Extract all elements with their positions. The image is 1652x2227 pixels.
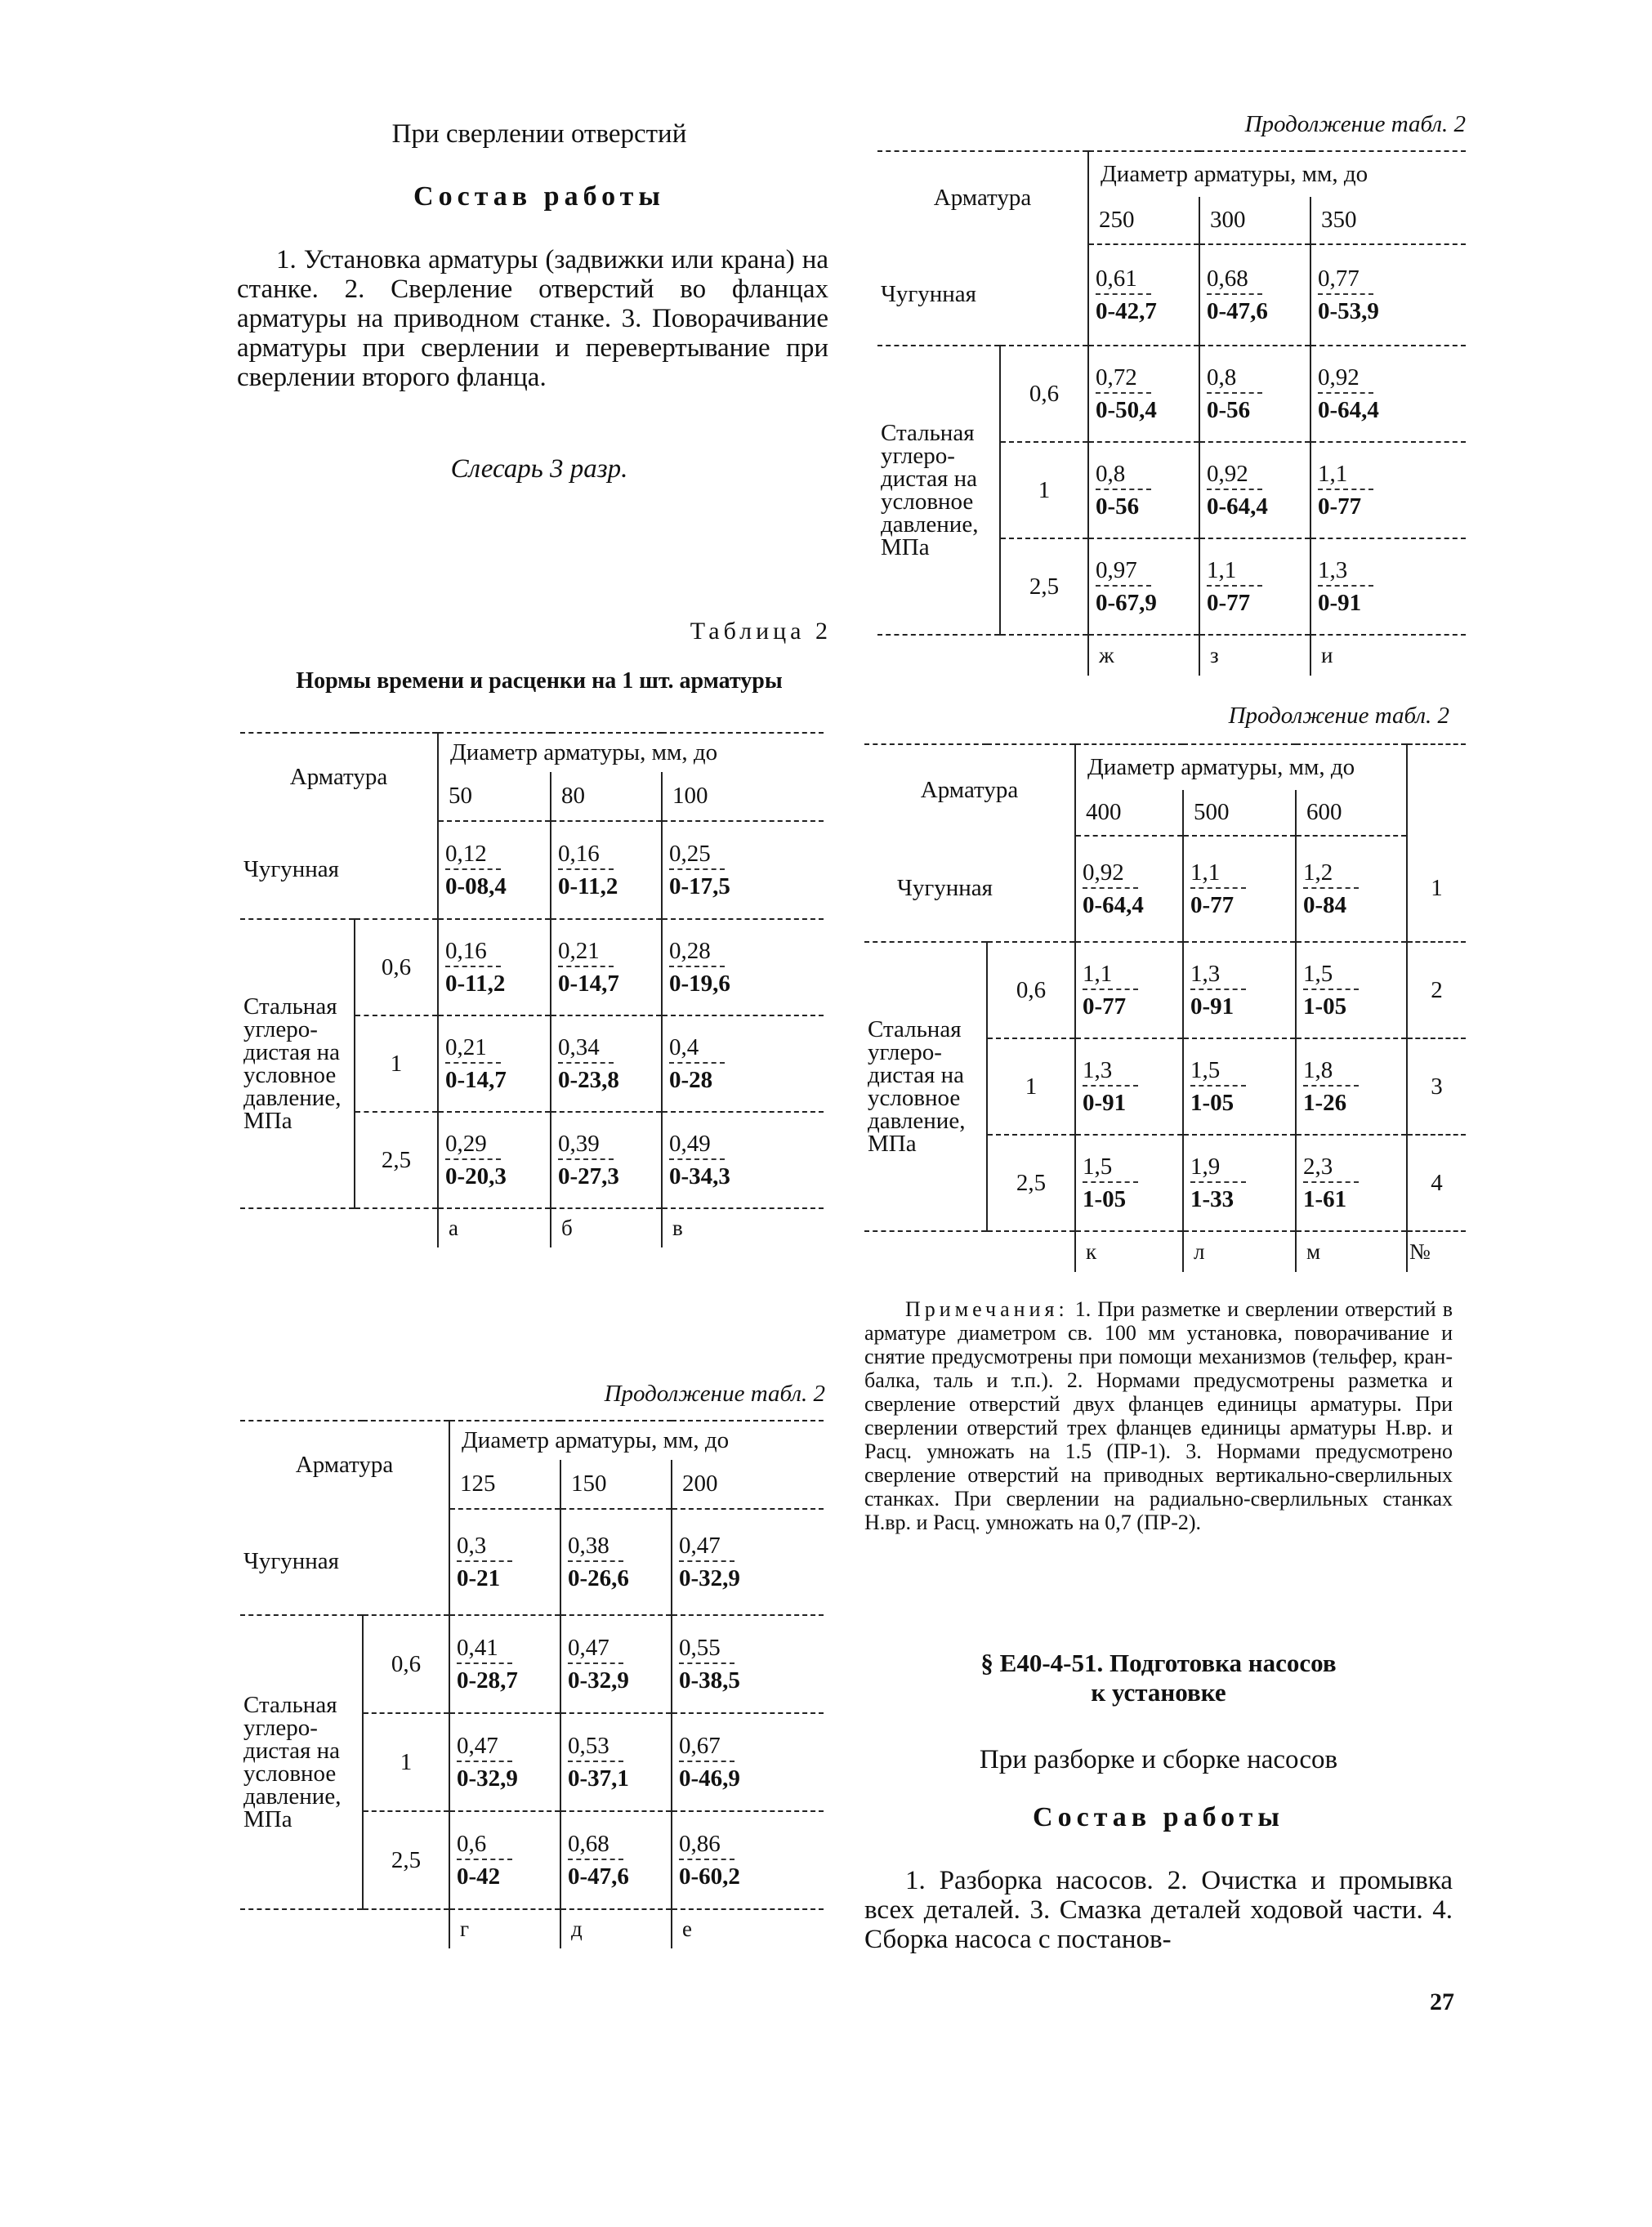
section-title — [864, 1649, 1453, 1707]
norm-fraction — [561, 1831, 629, 1890]
norm-fraction — [663, 841, 730, 899]
pressure-value: 2,5 — [363, 1811, 449, 1909]
diameter-value: 500 — [1183, 790, 1296, 836]
norm-fraction — [1076, 1057, 1138, 1116]
time-norm: 1,9 — [1190, 1153, 1221, 1180]
price-rate: 0-84 — [1303, 891, 1347, 918]
price-rate: 0-32,9 — [568, 1667, 629, 1694]
time-norm: 0,25 — [669, 840, 711, 867]
norm-fraction — [561, 1733, 629, 1792]
norm-fraction — [551, 841, 618, 899]
left-work-title: Состав работы — [413, 181, 665, 212]
time-norm: 0,21 — [558, 937, 600, 964]
price-rate: 1-05 — [1190, 1089, 1235, 1116]
time-norm: 0,97 — [1096, 556, 1137, 583]
column-letter: г — [449, 1909, 560, 1948]
right-work-text: 1. Разборка насосов. 2. Очистка и промывка всех деталей. 3. Смазка деталей ходовой части. 4. Сборка насоса с постанов- — [864, 1866, 1453, 1954]
diameter-value: 125 — [449, 1460, 560, 1509]
time-norm: 0,6 — [457, 1830, 487, 1857]
price-rate: 1-33 — [1190, 1185, 1235, 1212]
norm-fraction — [450, 1635, 518, 1694]
price-rate: 0-91 — [1083, 1089, 1127, 1116]
diameter-value: 250 — [1088, 197, 1199, 244]
column-letter: и — [1310, 635, 1466, 676]
diameter-value: 100 — [662, 772, 824, 821]
time-norm: 0,34 — [558, 1033, 600, 1060]
time-norm: 1,3 — [1083, 1056, 1113, 1083]
norm-fraction — [672, 1533, 740, 1591]
row-number: 1 — [1407, 836, 1466, 942]
column-letter: е — [672, 1909, 824, 1948]
notes — [864, 1297, 1453, 1534]
time-norm: 0,86 — [679, 1830, 721, 1857]
column-letter: ж — [1088, 635, 1199, 676]
norm-fraction — [1297, 1154, 1359, 1212]
time-norm: 0,68 — [568, 1830, 609, 1857]
cast-iron-label: Чугунная — [864, 836, 1075, 942]
column-letter: в — [662, 1208, 824, 1247]
table-title: Нормы времени и расценки на 1 шт. арматуры — [296, 668, 783, 694]
norm-fraction — [1311, 461, 1373, 520]
column-letter: л — [1183, 1231, 1296, 1272]
diameter-value: 350 — [1310, 197, 1466, 244]
norm-fraction — [561, 1635, 629, 1694]
diameter-header: Диаметр арматуры, мм, до — [438, 733, 824, 772]
price-rate: 0-08,4 — [445, 873, 507, 899]
cast-iron-label: Чугунная — [240, 1509, 449, 1615]
time-norm: 1,1 — [1083, 960, 1113, 987]
steel-label: Стальная углеродистая на условное давление, МПа — [240, 919, 355, 1208]
norm-fraction — [663, 938, 730, 997]
time-norm: 1,3 — [1190, 960, 1221, 987]
steel-label: Стальная углеродистая на условное давление, МПа — [864, 942, 987, 1231]
time-norm: 0,47 — [679, 1532, 721, 1559]
pressure-value: 1 — [987, 1038, 1075, 1135]
armatura-header: Арматура — [240, 733, 438, 821]
norms-table-2 — [240, 1420, 824, 1948]
pressure-value: 2,5 — [355, 1112, 438, 1208]
time-norm: 0,53 — [568, 1732, 609, 1759]
time-norm: 0,39 — [558, 1130, 600, 1157]
time-norm: 2,3 — [1303, 1153, 1333, 1180]
pressure-value: 0,6 — [355, 919, 438, 1015]
time-norm: 1,3 — [1318, 556, 1348, 583]
left-subtitle: При сверлении отверстий — [391, 119, 687, 149]
norm-fraction — [1297, 1057, 1359, 1116]
price-rate: 0-64,4 — [1318, 396, 1379, 423]
norm-fraction — [1089, 461, 1151, 520]
norm-fraction — [1076, 961, 1138, 1020]
norm-fraction — [672, 1831, 740, 1890]
price-rate: 0-17,5 — [669, 873, 730, 899]
time-norm: 0,4 — [669, 1033, 699, 1060]
norm-fraction — [450, 1733, 518, 1792]
price-rate: 0-42,7 — [1096, 297, 1157, 324]
price-rate: 0-77 — [1190, 891, 1235, 918]
continuation-label: Продолжение табл. 2 — [604, 1381, 825, 1407]
price-rate: 0-91 — [1190, 993, 1235, 1020]
norm-fraction — [1297, 961, 1359, 1020]
section-title-line-1: § Е40-4-51. Подготовка насосов — [980, 1649, 1337, 1677]
column-letter: а — [438, 1208, 551, 1247]
price-rate: 0-77 — [1083, 993, 1127, 1020]
norm-fraction — [551, 1034, 619, 1093]
norm-fraction — [1184, 961, 1246, 1020]
price-rate: 0-77 — [1318, 493, 1362, 520]
diameter-value: 80 — [551, 772, 662, 821]
price-rate: 0-64,4 — [1083, 891, 1144, 918]
num-sign: № — [1407, 1231, 1466, 1272]
price-rate: 0-37,1 — [568, 1765, 629, 1792]
diameter-value: 50 — [438, 772, 551, 821]
time-norm: 0,61 — [1096, 265, 1137, 292]
time-norm: 0,92 — [1207, 460, 1248, 487]
time-norm: 0,72 — [1096, 364, 1137, 391]
norm-fraction — [1311, 557, 1373, 616]
price-rate: 0-56 — [1096, 493, 1140, 520]
price-rate: 0-77 — [1207, 589, 1251, 616]
time-norm: 0,77 — [1318, 265, 1360, 292]
time-norm: 0,12 — [445, 840, 487, 867]
diameter-value: 400 — [1075, 790, 1183, 836]
time-norm: 0,92 — [1083, 859, 1124, 886]
norm-fraction — [1184, 1057, 1246, 1116]
right-work-title: Состав работы — [1033, 1802, 1284, 1832]
norm-fraction — [551, 938, 619, 997]
norm-fraction — [439, 841, 507, 899]
price-rate: 0-28,7 — [457, 1667, 518, 1694]
norm-fraction — [1089, 266, 1157, 324]
right-subtitle: При разборке и сборке насосов — [979, 1745, 1338, 1774]
column-letter: к — [1075, 1231, 1183, 1272]
continuation-label: Продолжение табл. 2 — [1244, 111, 1466, 137]
norm-fraction — [663, 1131, 730, 1189]
table-caption: Таблица 2 — [690, 618, 832, 645]
row-number: 3 — [1407, 1038, 1466, 1135]
norm-fraction — [439, 1034, 507, 1093]
steel-label: Стальная углеродистая на условное давление, МПа — [877, 346, 1000, 635]
pressure-value: 0,6 — [1000, 346, 1088, 442]
price-rate: 0-34,3 — [669, 1163, 730, 1189]
price-rate: 0-91 — [1318, 589, 1362, 616]
column-letter: д — [560, 1909, 672, 1948]
norm-fraction — [1200, 461, 1268, 520]
diameter-value: 200 — [672, 1460, 824, 1509]
cast-iron-label: Чугунная — [877, 244, 1088, 346]
norm-fraction — [663, 1034, 725, 1093]
time-norm: 0,68 — [1207, 265, 1248, 292]
norm-fraction — [672, 1733, 740, 1792]
price-rate: 0-46,9 — [679, 1765, 740, 1792]
price-rate: 0-38,5 — [679, 1667, 740, 1694]
price-rate: 0-56 — [1207, 396, 1251, 423]
price-rate: 0-53,9 — [1318, 297, 1379, 324]
pressure-value: 2,5 — [1000, 538, 1088, 635]
row-number: 2 — [1407, 942, 1466, 1038]
norm-fraction — [551, 1131, 619, 1189]
notes-label: Примечания: — [905, 1297, 1069, 1321]
time-norm: 0,38 — [568, 1532, 609, 1559]
column-letter: з — [1199, 635, 1310, 676]
norm-fraction — [561, 1533, 629, 1591]
norm-fraction — [1184, 1154, 1246, 1212]
cast-iron-label: Чугунная — [240, 821, 438, 919]
diameter-value: 300 — [1199, 197, 1310, 244]
price-rate: 0-42 — [457, 1863, 501, 1890]
norm-fraction — [450, 1533, 512, 1591]
price-rate: 0-47,6 — [1207, 297, 1268, 324]
price-rate: 0-64,4 — [1207, 493, 1268, 520]
price-rate: 0-23,8 — [558, 1066, 619, 1093]
time-norm: 0,47 — [568, 1634, 609, 1661]
price-rate: 0-21 — [457, 1564, 501, 1591]
steel-label: Стальная углеродистая на условное давление, МПа — [240, 1615, 363, 1909]
time-norm: 0,8 — [1207, 364, 1237, 391]
norm-fraction — [1311, 266, 1379, 324]
price-rate: 0-28 — [669, 1066, 713, 1093]
price-rate: 0-19,6 — [669, 970, 730, 997]
page-number: 27 — [1430, 1988, 1454, 2015]
norm-fraction — [1184, 859, 1246, 918]
column-letter: б — [551, 1208, 662, 1247]
price-rate: 0-14,7 — [558, 970, 619, 997]
column-letter: м — [1296, 1231, 1407, 1272]
pressure-value: 0,6 — [987, 942, 1075, 1038]
price-rate: 0-11,2 — [445, 970, 506, 997]
section-title-line-2: к установке — [1091, 1678, 1226, 1707]
time-norm: 0,49 — [669, 1130, 711, 1157]
armatura-header: Арматура — [240, 1421, 449, 1509]
time-norm: 1,5 — [1190, 1056, 1221, 1083]
left-work-text: 1. Установка арматуры (задвижки или крана) на станке. 2. Сверление отверстий во фланцах арматуры на приводном станке. 3. Поворачивание арматуры при сверлении и перевертывание при сверлении второго фланца. — [237, 245, 828, 392]
norm-fraction — [1076, 859, 1144, 918]
time-norm: 0,16 — [445, 937, 487, 964]
time-norm: 1,1 — [1207, 556, 1237, 583]
time-norm: 0,67 — [679, 1732, 721, 1759]
time-norm: 1,5 — [1303, 960, 1333, 987]
time-norm: 0,92 — [1318, 364, 1360, 391]
notes-text: 1. При разметке и сверлении отверстий в арматуре диаметром св. 100 мм установка, поворачивание и снятие предусмотрены при помощи механизмов (тельфер, кран-балка, таль и т.п.). 2. Нормами предусмотрены разметка и сверление отверстий двух фланцев единицы арматуры. При сверлении отверстий трех фланцев единицы арматуры Н.вр. и Расц. умножать на 1.5 (ПР-1). 3. Нормами предусмотрено сверление отверстий на приводных вертикально-сверлильных станках. При сверлении на радиально-сверлильных станках Н.вр. и Расц. умножать на 0,7 (ПР-2). — [864, 1297, 1453, 1534]
time-norm: 0,3 — [457, 1532, 487, 1559]
time-norm: 1,1 — [1318, 460, 1348, 487]
time-norm: 0,28 — [669, 937, 711, 964]
norm-fraction — [1297, 859, 1359, 918]
diameter-header: Диаметр арматуры, мм, до — [449, 1421, 824, 1460]
norm-fraction — [1076, 1154, 1138, 1212]
time-norm: 1,2 — [1303, 859, 1333, 886]
norm-fraction — [439, 938, 505, 997]
norms-table-1 — [240, 732, 824, 1247]
norm-fraction — [1311, 364, 1379, 423]
price-rate: 0-50,4 — [1096, 396, 1157, 423]
diameter-header: Диаметр арматуры, мм, до — [1088, 151, 1466, 197]
price-rate: 1-26 — [1303, 1089, 1347, 1116]
diameter-header: Диаметр арматуры, мм, до — [1075, 744, 1407, 790]
price-rate: 0-11,2 — [558, 873, 618, 899]
norm-fraction — [1089, 557, 1157, 616]
norm-fraction — [1200, 364, 1262, 423]
norm-fraction — [1200, 266, 1268, 324]
time-norm: 1,8 — [1303, 1056, 1333, 1083]
time-norm: 0,55 — [679, 1634, 721, 1661]
norm-fraction — [1200, 557, 1262, 616]
armatura-header: Арматура — [864, 744, 1075, 836]
norms-table-3 — [877, 150, 1466, 676]
norm-fraction — [439, 1131, 507, 1189]
time-norm: 0,16 — [558, 840, 600, 867]
time-norm: 0,41 — [457, 1634, 498, 1661]
norms-table-4 — [864, 743, 1466, 1272]
diameter-value: 150 — [560, 1460, 672, 1509]
time-norm: 0,8 — [1096, 460, 1126, 487]
price-rate: 0-60,2 — [679, 1863, 740, 1890]
time-norm: 0,29 — [445, 1130, 487, 1157]
diameter-value: 600 — [1296, 790, 1407, 836]
norm-fraction — [450, 1831, 512, 1890]
worker-grade: Слесарь 3 разр. — [450, 454, 628, 484]
price-rate: 1-05 — [1083, 1185, 1127, 1212]
pressure-value: 1 — [355, 1015, 438, 1112]
armatura-header: Арматура — [877, 151, 1088, 244]
price-rate: 0-32,9 — [457, 1765, 518, 1792]
price-rate: 0-32,9 — [679, 1564, 740, 1591]
price-rate: 0-26,6 — [568, 1564, 629, 1591]
price-rate: 1-61 — [1303, 1185, 1347, 1212]
pressure-value: 0,6 — [363, 1615, 449, 1713]
price-rate: 1-05 — [1303, 993, 1347, 1020]
pressure-value: 1 — [1000, 442, 1088, 538]
price-rate: 0-14,7 — [445, 1066, 507, 1093]
continuation-label: Продолжение табл. 2 — [1228, 703, 1449, 729]
price-rate: 0-27,3 — [558, 1163, 619, 1189]
row-number: 4 — [1407, 1135, 1466, 1231]
norm-fraction — [672, 1635, 740, 1694]
price-rate: 0-47,6 — [568, 1863, 629, 1890]
price-rate: 0-20,3 — [445, 1163, 507, 1189]
time-norm: 0,21 — [445, 1033, 487, 1060]
time-norm: 0,47 — [457, 1732, 498, 1759]
pressure-value: 2,5 — [987, 1135, 1075, 1231]
price-rate: 0-67,9 — [1096, 589, 1157, 616]
norm-fraction — [1089, 364, 1157, 423]
time-norm: 1,5 — [1083, 1153, 1113, 1180]
pressure-value: 1 — [363, 1713, 449, 1811]
time-norm: 1,1 — [1190, 859, 1221, 886]
